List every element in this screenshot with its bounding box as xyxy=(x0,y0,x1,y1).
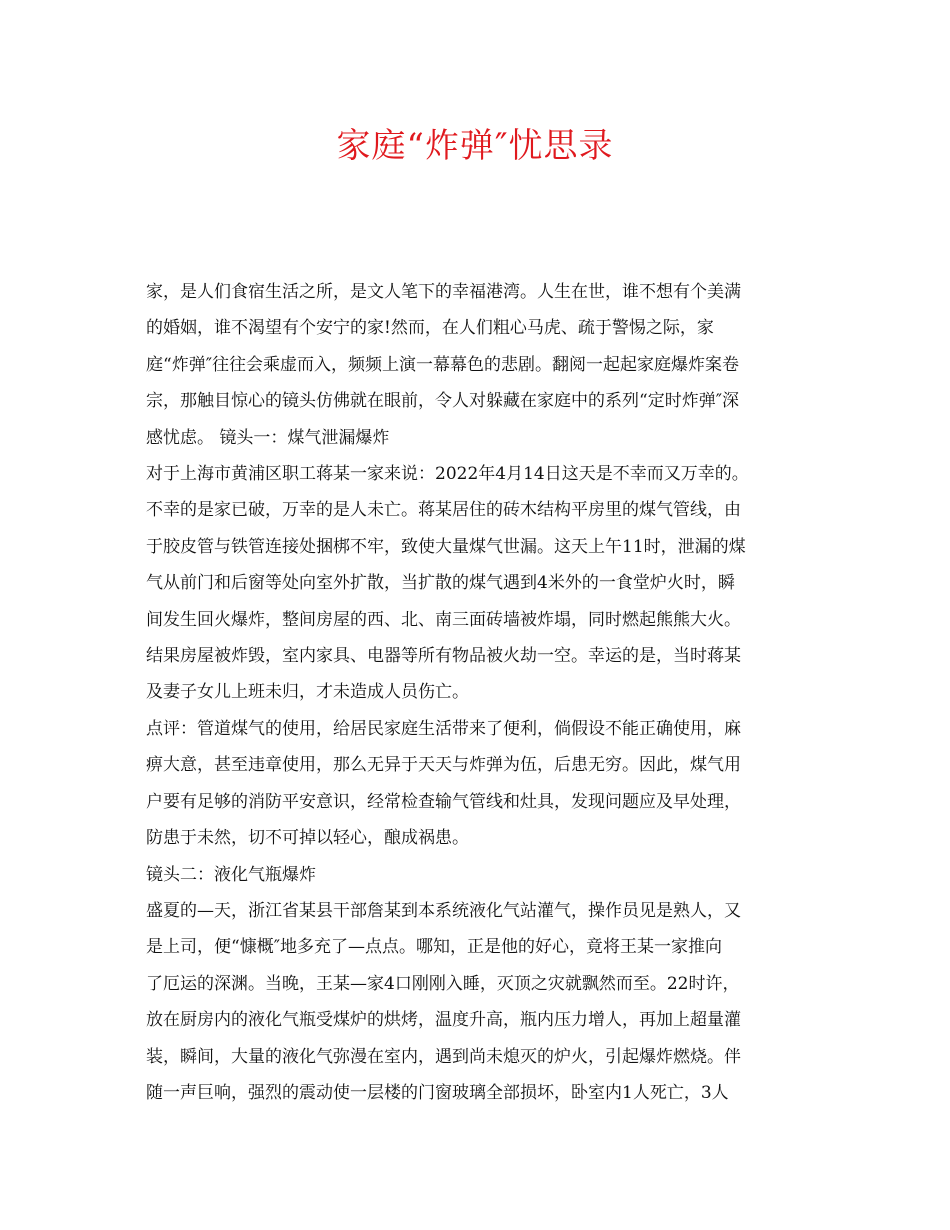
text-line: 防患于未然，切不可掉以轻心，酿成祸患。 xyxy=(146,828,469,849)
text-line: 了厄运的深渊。当晚，王某—家4口刚刚入睡，灭顶之灾就飘然而至。22时许， xyxy=(146,973,740,994)
text-line: 结果房屋被炸毁，室内家具、电器等所有物品被火劫一空。幸运的是，当时蒋某 xyxy=(146,646,741,667)
text-line: 间发生回火爆炸，整间房屋的西、北、南三面砖墙被炸塌，同时燃起熊熊大火。 xyxy=(146,609,741,630)
document-title: 家庭“炸弹″忧思录 xyxy=(336,126,614,166)
text-line: 户要有足够的消防平安意识，经常检查输气管线和灶具，发现问题应及早处理， xyxy=(146,791,741,812)
text-line: 是上司，便“慷概″地多充了—点点。哪知，正是他的好心，竟将王某一家推向 xyxy=(146,937,723,958)
document-body xyxy=(146,274,810,1111)
text-line: 装，瞬间，大量的液化气弥漫在室内，遇到尚未熄灭的炉火，引起爆炸燃烧。伴 xyxy=(146,1046,741,1067)
text-line: 放在厨房内的液化气瓶受煤炉的烘烤，温度升高，瓶内压力增人，再加上超量灌 xyxy=(146,1010,741,1031)
text-line: 不幸的是家已破，万幸的是人未亡。蒋某居住的砖木结构平房里的煤气管线，由 xyxy=(146,500,741,521)
text-line: 气从前门和后窗等处向室外扩散，当扩散的煤气遇到4米外的一食堂炉火时，瞬 xyxy=(146,573,735,594)
text-line: 于胶皮管与铁管连接处捆梆不牢，致使大量煤气世漏。这天上午11时，泄漏的煤 xyxy=(146,536,746,557)
text-line: 的婚姻，谁不渴望有个安宁的家!然而，在人们粗心马虎、疏于警惕之际，家 xyxy=(146,318,714,339)
text-line: 庭“炸弹″往往会乘虚而入，频频上演一幕幕色的悲剧。翻阅一起起家庭爆炸案卷 xyxy=(146,354,740,375)
text-line: 盛夏的—天，浙江省某县干部詹某到本系统液化气站灌气，操作员见是熟人，又 xyxy=(146,900,741,921)
text-line: 痹大意，甚至违章使用，那么无异于天天与炸弹为伍，后患无穷。因此，煤气用 xyxy=(146,755,741,776)
text-line: 感忧虑。 镜头一：煤气泄漏爆炸 xyxy=(146,427,390,448)
text-line: 家，是人们食宿生活之所，是文人笔下的幸福港湾。人生在世，谁不想有个美满 xyxy=(146,282,741,302)
text-line: 镜头二：液化气瓶爆炸 xyxy=(146,864,316,885)
text-line: 对于上海市黄浦区职工蒋某一家来说：2022年4月14日这天是不幸而又万幸的。 xyxy=(146,464,749,485)
text-line: 宗，那触目惊心的镜头仿佛就在眼前，令人对躲藏在家庭中的系列“定时炸弹″深 xyxy=(146,391,740,412)
text-line: 点评：管道煤气的使用，给居民家庭生活带来了便利，倘假设不能正确使用，麻 xyxy=(146,718,741,739)
text-line: 及妻子女儿上班未归，才未造成人员伤亡。 xyxy=(146,682,469,703)
text-line: 随一声巨响，强烈的震动使一层楼的门窗玻璃全部损坏，卧室内1人死亡，3人 xyxy=(146,1082,729,1103)
